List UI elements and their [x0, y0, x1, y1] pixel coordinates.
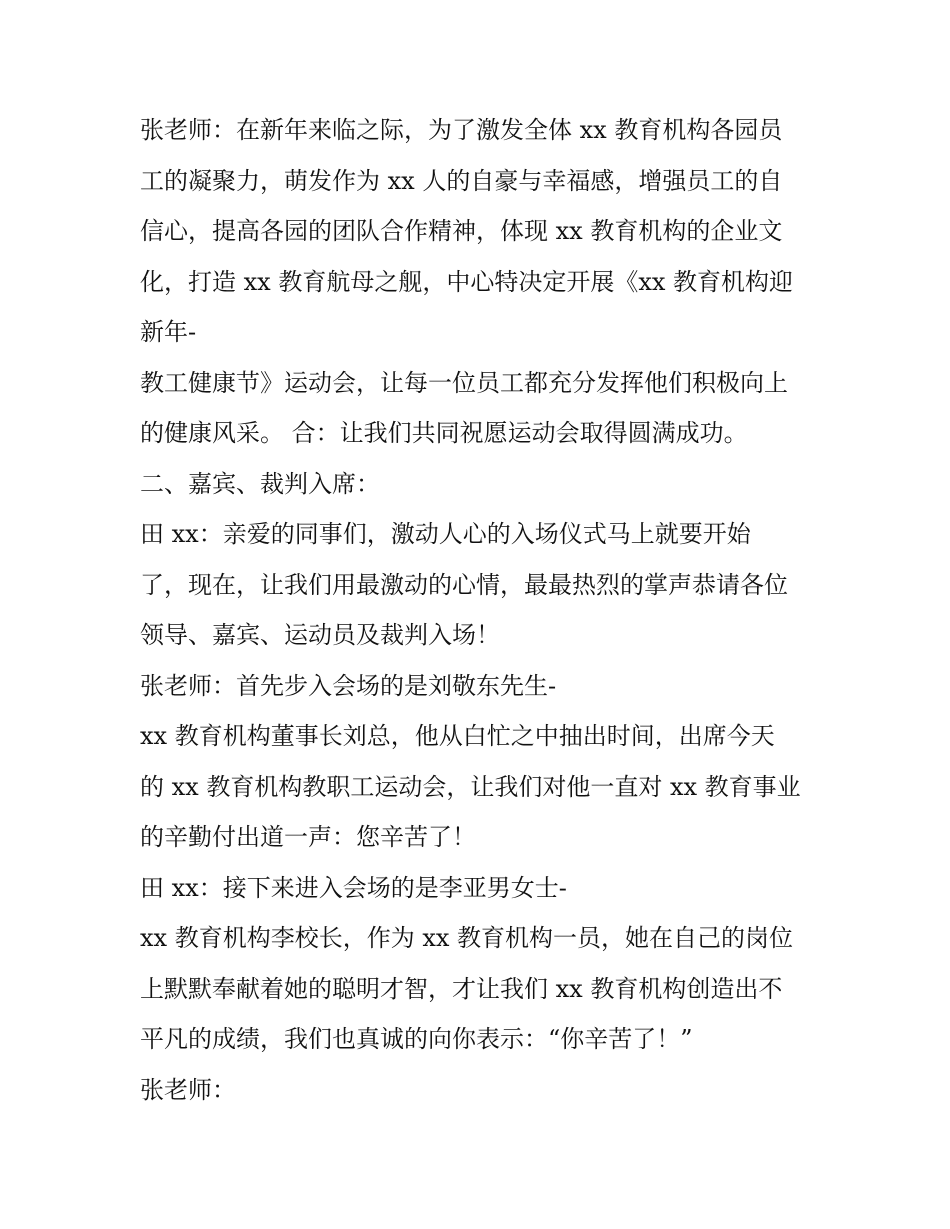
text-line: 平凡的成绩，我们也真诚的向你表示：“你辛苦了！”: [140, 1025, 693, 1053]
text-line: 张老师：: [140, 1076, 236, 1104]
text-line: xx 教育机构董事长刘总，他从白忙之中抽出时间，出席今天: [140, 722, 775, 750]
text-line: 张老师：在新年来临之际，为了激发全体 xx 教育机构各园员: [140, 116, 783, 144]
text-line: 田 xx：亲爱的同事们，激动人心的入场仪式马上就要开始: [140, 520, 751, 548]
text-line: 了，现在，让我们用最激动的心情，最最热烈的掌声恭请各位: [140, 571, 788, 599]
text-line: 新年-: [140, 318, 197, 346]
text-line: 田 xx：接下来进入会场的是李亚男女士-: [140, 874, 567, 902]
text-line: xx 教育机构李校长，作为 xx 教育机构一员，她在自己的岗位: [140, 924, 794, 952]
text-line: 张老师：首先步入会场的是刘敬东先生-: [140, 672, 557, 700]
text-line: 化，打造 xx 教育航母之舰，中心特决定开展《xx 教育机构迎: [140, 268, 794, 296]
section-heading: 二、嘉宾、裁判入席：: [140, 470, 380, 498]
text-line: 工的凝聚力，萌发作为 xx 人的自豪与幸福感，增强员工的自: [140, 167, 783, 195]
text-line: 教工健康节》运动会，让每一位员工都充分发挥他们积极向上: [140, 369, 788, 397]
text-line: 的健康风采。 合：让我们共同祝愿运动会取得圆满成功。: [140, 419, 748, 447]
text-line: 信心，提高各园的团队合作精神，体现 xx 教育机构的企业文: [140, 217, 783, 245]
text-line: 的辛勤付出道一声：您辛苦了！: [140, 823, 476, 851]
text-line: 上默默奉献着她的聪明才智，才让我们 xx 教育机构创造出不: [140, 975, 783, 1003]
text-line: 的 xx 教育机构教职工运动会，让我们对他一直对 xx 教育事业: [140, 773, 801, 801]
text-line: 领导、嘉宾、运动员及裁判入场！: [140, 621, 500, 649]
